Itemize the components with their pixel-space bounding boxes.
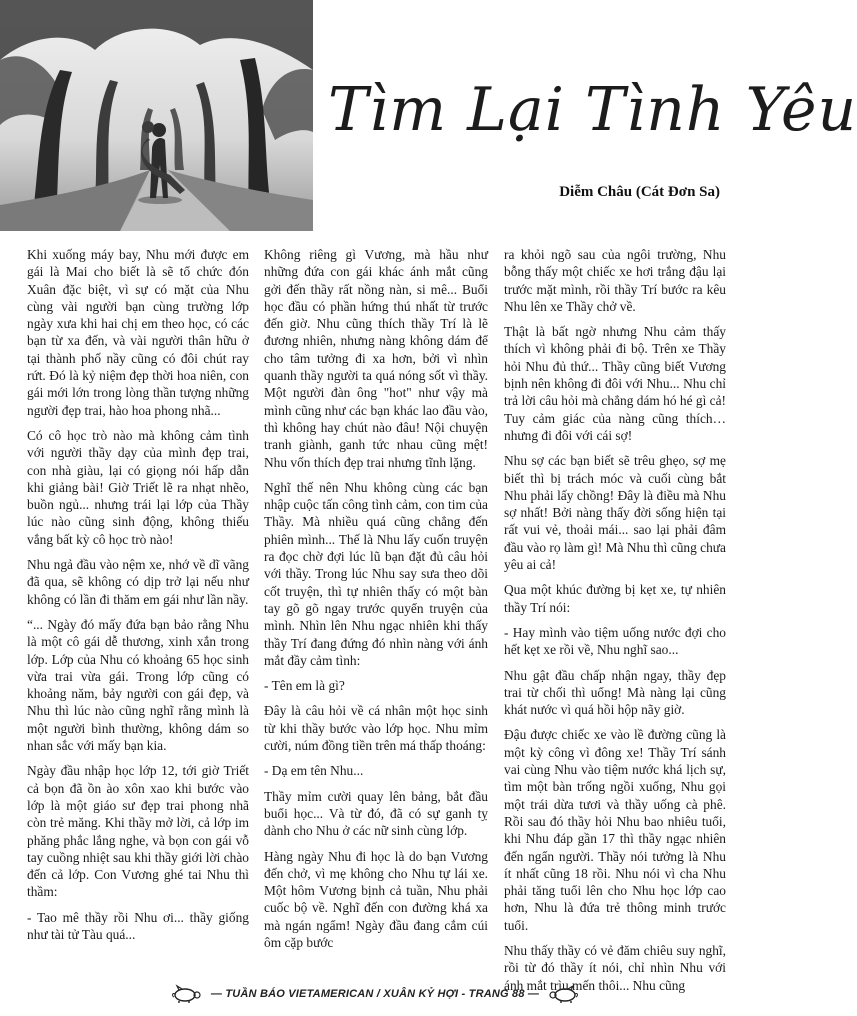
paragraph: - Dạ em tên Nhu...	[264, 763, 364, 779]
paragraph: Nhu ngả đầu vào nệm xe, nhớ về dĩ vãng đã qua, sẽ không có dịp trở lại nếu như không có lần đi thăm em gái như lần nầy.	[27, 557, 249, 607]
article-column-3	[504, 246, 726, 1002]
paragraph: Qua một khúc đường bị kẹt xe, tự nhiên thầy Trí nói:	[504, 582, 726, 615]
paragraph: - Tao mê thầy rồi Nhu ơi... thầy giống như tài tử Tàu quá...	[27, 909, 249, 942]
paragraph: Đậu được chiếc xe vào lề đường cũng là một kỳ công vì đông xe! Thầy Trí sánh vai cùng Nhu vào tiệm nước khá lịch sự, tìm một bàn trống ngồi xuống, Nhu gọi một trái dừa tươi và thầy uống cà phê. Rồi sau đó thầy hỏi Nhu bao nhiêu tuổi, khi Nhu đáp gần 17 thì thầy ngạc nhiên đến ngẩn người. Thầy nói tưởng là Nhu ít nhất cũng 18 rồi. Nhu nói vì cha Nhu phải tăng tuổi lên cho Nhu học lớp cao hơn, Nhu là đứa trẻ thông minh trước tuổi.	[504, 727, 726, 933]
paragraph: ra khỏi ngõ sau của ngôi trường, Nhu bỗng thấy một chiếc xe hơi trắng đậu lại trước mặt mình, rồi thầy Trí bước ra kêu Nhu lên xe Thầy chở về.	[504, 247, 726, 314]
paragraph: - Tên em là gì?	[264, 678, 345, 694]
article-column-1	[27, 246, 249, 951]
paragraph: Nghĩ thế nên Nhu không cùng các bạn nhập cuộc tấn công tình cảm, con tim của Thầy. Mà nhiều quá cũng chẳng đến phiên mình... Thế là Nhu lấy cuốn truyện ra đọc chờ đợi lúc lũ bạn đặt đủ câu hỏi với thầy. Trong lúc Nhu say sưa theo dõi cốt truyện, thì tự nhiên thấy có một bàn tay gõ gõ ngay trước quyển truyện của mình. Nhìn lên Nhu ngạc nhiên khi thấy thầy Trí đang đứng đó nhìn nàng với ánh mắt đầy cảm tình:	[264, 479, 488, 668]
paragraph: Hàng ngày Nhu đi học là do bạn Vương đến chở, vì mẹ không cho Nhu tự lái xe. Một hôm Vương bịnh cả tuần, Nhu phải cuốc bộ về. Nghĩ đến con đường khá xa mà ngán ngẩm! Ngày đầu đang cắm cúi ôm cặp bước	[264, 848, 488, 950]
footer-text: — TUẦN BÁO VIETAMERICAN / XUÂN KỶ HỢI - TRANG 88 —	[210, 988, 540, 1000]
paragraph: Không riêng gì Vương, mà hầu như những đứa con gái khác ánh mắt cũng gởi đến thầy rất nồng nàn, si mê... Buổi học đầu có phần hứng thú nhất từ trước đến giờ. Nhu cũng thích thầy Trí là lẽ đương nhiên, nhưng nàng không dám để cho tâm tưởng đi xa hơn, bởi vì nhìn quanh thầy người ta quá nóng sốt vì thầy. Một người đàn ông "hot" như vậy mà mình cũng như các bạn khác lao đầu vào, thì không hay chút nào đâu! Nội chuyện tranh giành, ganh tức nhau cũng mệt! Nhu vốn thích đẹp trai nhưng tĩnh lặng.	[264, 247, 488, 470]
paragraph: Ngày đầu nhập học lớp 12, tới giờ Triết cả bọn đã ồn ào xôn xao khi bước vào lớp là một giáo sư đẹp trai phong nhã còn trẻ măng. Khi thầy mở lời, cả lớp im phăng phắc lắng nghe, và bọn con gái vỗ tay cuồng nhiệt sau khi thầy giới lời chào đến cả lớp. Con Vương ghé tai Nhu thì thầm:	[27, 763, 249, 900]
article-column-2	[264, 246, 488, 959]
paragraph: “... Ngày đó mấy đứa bạn bảo rằng Nhu là một cô gái dễ thương, xinh xắn trong lớp. Lớp của Nhu có khoảng 65 học sinh vừa trai vừa gái. Trong lớp cũng có khoảng năm, bảy người con gái đẹp, và Nhu thì lúc nào cũng nghĩ rằng mình là một người bình thường, không dám so nhan sắc với mấy bạn kia.	[27, 616, 249, 754]
header-photo	[0, 0, 313, 231]
page-footer	[0, 983, 750, 1005]
pig-icon	[549, 985, 579, 1003]
article-byline: Diễm Châu (Cát Đơn Sa)	[559, 184, 720, 200]
paragraph: Nhu sợ các bạn biết sẽ trêu ghẹo, sợ mẹ biết thì bị trách móc và cuối cùng bắt Nhu phải lấy chồng! Đây là điều mà Nhu sợ nhất! Bởi nàng thấy đời sống hiện tại rất vui vẻ, thoải mái... sao lại phải đâm đầu vào rọ làm gì! Mà Nhu thì cũng chưa yêu ai cả!	[504, 453, 726, 573]
pig-icon	[171, 985, 201, 1003]
paragraph: Nhu gật đầu chấp nhận ngay, thầy đẹp trai từ chối thì uổng! Mà nàng lại cũng khát nước vì quá hồi hộp nãy giờ.	[504, 667, 726, 718]
article-title: Tìm Lại Tình Yêu	[328, 75, 857, 145]
tree-lined-road-illustration	[0, 0, 313, 231]
paragraph: - Hay mình vào tiệm uống nước đợi cho hết kẹt xe rồi về, Nhu nghĩ sao...	[504, 624, 726, 658]
paragraph: Thật là bất ngờ nhưng Nhu cảm thấy thích vì không phải đi bộ. Trên xe Thầy hỏi Nhu đủ thứ... Thầy cũng biết Vương bịnh nên không đi đôi với Nhu... Nhu chỉ trả lời câu hỏi mà chẳng dám hó hé gì cả! Tuy cảm giác của nàng cũng thích… nhưng đi đôi với cái sợ!	[504, 324, 726, 443]
paragraph: Thầy mỉm cười quay lên bảng, bắt đầu buổi học... Và từ đó, đã có sự ganh tỵ dành cho Nhu ở các nữ sinh cùng lớp.	[264, 788, 488, 839]
paragraph: Đây là câu hỏi về cá nhân một học sinh từ khi thầy bước vào lớp học. Nhu mỉm cười, núm đồng tiền trên má thấp thoáng:	[264, 703, 488, 754]
paragraph: Có cô học trò nào mà không cảm tình với người thầy dạy của mình đẹp trai, con nhà giàu, lại có giọng nói hấp dẫn khi giảng bài! Giờ Triết lẽ ra nhạt nhẽo, buồn ngủ... nhưng trái lại lớp của Thầy lúc nào cũng sinh động, không thiếu vắng bất kỳ cô học trò nào!	[27, 427, 249, 547]
paragraph: Nhu thấy thầy có vẻ đăm chiêu suy nghĩ, rồi từ đó thầy ít nói, chỉ nhìn Nhu với ánh mắt trìu mến thôi... Nhu cũng	[504, 942, 726, 993]
paragraph: Khi xuống máy bay, Nhu mới được em gái là Mai cho biết là sẽ tổ chức đón Xuân đặc biệt, vì sự có mặt của Nhu cùng vài người bạn cùng trường lớp ngày xưa khi hai chị em theo học, có các bạn từ xa đến, và vài người thân hữu ở tại thành phố nầy cũng có đôi chút ray rứt. Đó là kỷ niệm đẹp thời hoa niên, con gái mới lớn trong lòng thần tượng những người đẹp trai, hào hoa phong nhã...	[27, 247, 249, 418]
